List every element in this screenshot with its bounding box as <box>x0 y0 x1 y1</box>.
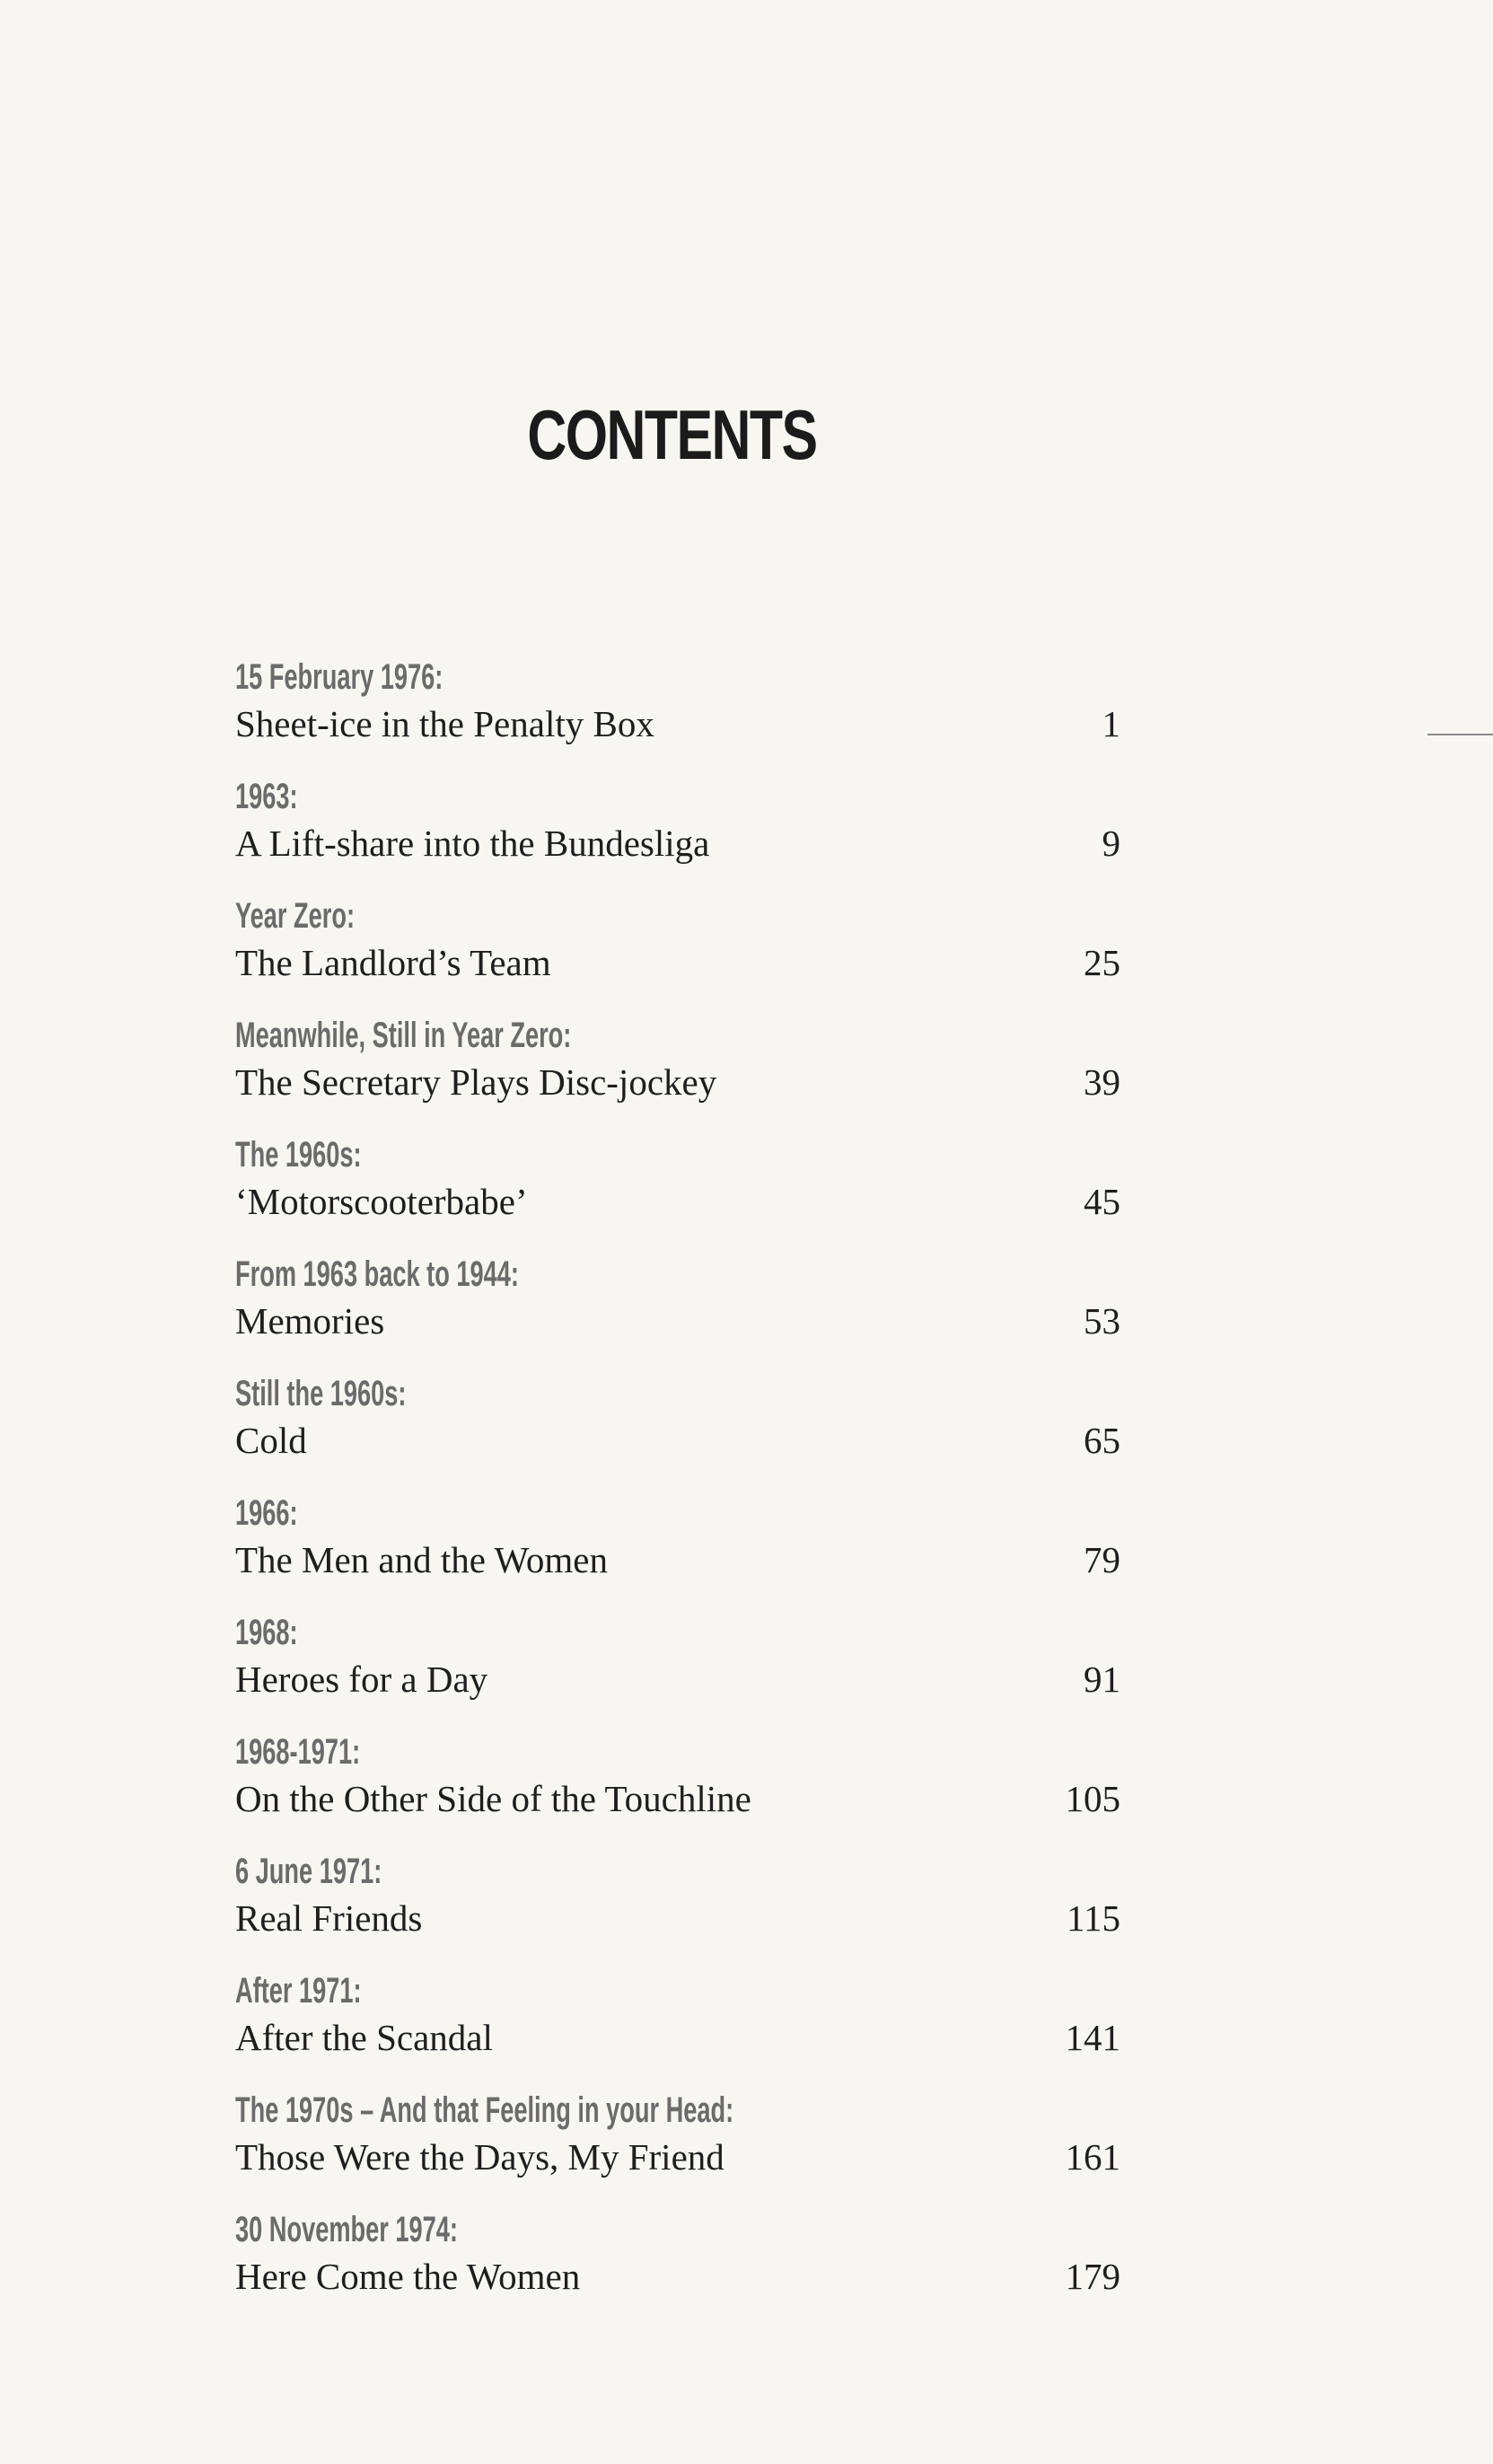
chapter-title: Real Friends <box>235 1897 423 1939</box>
page-number: 105 <box>1065 1778 1120 1819</box>
page-title: CONTENTS <box>527 395 817 474</box>
page-number: 65 <box>1084 1420 1120 1461</box>
entry-heading: Year Zero: <box>235 896 356 936</box>
chapter-title: A Lift-share into the Bundesliga <box>235 823 710 864</box>
toc-entry <box>235 894 1120 1014</box>
entry-heading: After 1971: <box>235 1971 362 2011</box>
page-number: 179 <box>1065 2256 1120 2297</box>
entry-heading: Meanwhile, Still in Year Zero: <box>235 1016 572 1055</box>
toc-entry <box>235 1850 1120 1969</box>
entry-heading: 6 June 1971: <box>235 1852 382 1891</box>
page-number: 79 <box>1084 1539 1120 1580</box>
margin-mark <box>1427 734 1493 735</box>
chapter-title: Heroes for a Day <box>235 1659 488 1700</box>
toc-entry <box>235 2208 1120 2328</box>
table-of-contents <box>235 656 1120 2328</box>
page-number: 141 <box>1065 2017 1120 2058</box>
toc-entry <box>235 656 1120 775</box>
toc-entry <box>235 1133 1120 1253</box>
chapter-title: Here Come the Women <box>235 2256 581 2297</box>
entry-heading: 30 November 1974: <box>235 2210 458 2249</box>
page-number: 9 <box>1102 823 1120 864</box>
entry-heading: 1968: <box>235 1613 298 1652</box>
chapter-title: ‘Motorscooterbabe’ <box>235 1181 528 1222</box>
chapter-title: The Men and the Women <box>235 1539 608 1580</box>
chapter-title: On the Other Side of the Touchline <box>235 1778 751 1819</box>
chapter-title: The Secretary Plays Disc-jockey <box>235 1061 717 1103</box>
entry-heading: 1963: <box>235 777 298 816</box>
entry-heading: The 1960s: <box>235 1135 362 1175</box>
toc-entry <box>235 1730 1120 1850</box>
entry-heading: The 1970s – And that Feeling in your Head: <box>235 2090 734 2130</box>
entry-heading: From 1963 back to 1944: <box>235 1254 519 1294</box>
entry-heading: Still the 1960s: <box>235 1374 407 1413</box>
page-number: 1 <box>1102 703 1120 744</box>
page-number: 25 <box>1084 942 1120 983</box>
toc-entry <box>235 775 1120 894</box>
page-number: 161 <box>1065 2136 1120 2178</box>
chapter-title: Cold <box>235 1420 307 1461</box>
toc-entry <box>235 2089 1120 2208</box>
chapter-title: The Landlord’s Team <box>235 942 551 983</box>
toc-entry <box>235 1969 1120 2089</box>
entry-heading: 1968-1971: <box>235 1732 361 1772</box>
chapter-title: Sheet-ice in the Penalty Box <box>235 703 654 744</box>
entry-heading: 1966: <box>235 1493 298 1533</box>
toc-entry <box>235 1611 1120 1730</box>
chapter-title: After the Scandal <box>235 2017 493 2058</box>
page-number: 91 <box>1084 1659 1120 1700</box>
toc-entry <box>235 1253 1120 1372</box>
page-number: 53 <box>1084 1300 1120 1342</box>
toc-entry <box>235 1014 1120 1133</box>
chapter-title: Memories <box>235 1300 385 1342</box>
entry-heading: 15 February 1976: <box>235 657 444 697</box>
page-number: 115 <box>1067 1897 1120 1939</box>
toc-entry <box>235 1372 1120 1492</box>
page-number: 45 <box>1084 1181 1120 1222</box>
toc-entry <box>235 1492 1120 1611</box>
chapter-title: Those Were the Days, My Friend <box>235 2136 725 2178</box>
page-number: 39 <box>1084 1061 1120 1103</box>
